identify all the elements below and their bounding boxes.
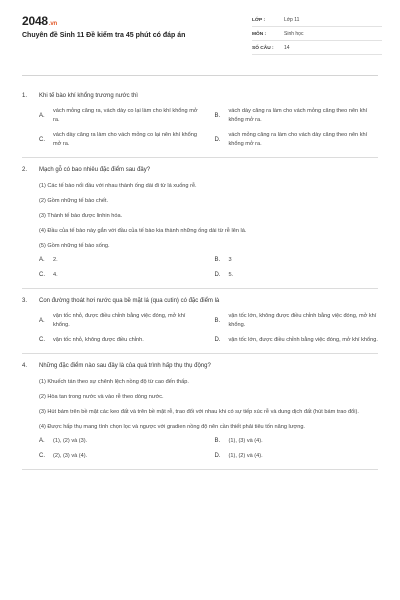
- option-letter: D.: [214, 453, 221, 459]
- question-text: Khi tế bào khí khổng trương nước thì: [39, 93, 138, 99]
- option-letter: D.: [214, 272, 221, 278]
- option-letter: C.: [39, 136, 45, 143]
- option-letter: B.: [214, 112, 221, 119]
- option-text: 3: [228, 257, 232, 263]
- question-statement: (4) Được hấp thụ mang tính chọn lọc và ngược với gradien nồng độ nên cần thiết phải tiêu tốn năng lượng.: [39, 424, 305, 430]
- option-text: vách dày căng ra làm cho vách mỏng co lại nên khí khổng mở ra.: [53, 132, 197, 147]
- answer-option[interactable]: [39, 254, 203, 267]
- meta-label: SỐ CÂU :: [252, 45, 274, 51]
- question-header: [22, 92, 378, 101]
- option-letter: B.: [214, 257, 221, 263]
- option-text: (1), (2) và (3).: [53, 438, 88, 444]
- meta-label: LỚP :: [252, 17, 266, 23]
- option-letter: C.: [39, 272, 45, 278]
- question-body: [22, 375, 378, 463]
- answer-option[interactable]: [215, 310, 379, 332]
- meta-value: Sinh học: [284, 31, 304, 37]
- meta-label: MÔN :: [252, 31, 267, 37]
- logo-text: 2048: [22, 14, 48, 28]
- logo-suffix: .vn: [48, 21, 57, 27]
- option-text: vận tốc nhỏ, không được điều chỉnh.: [53, 337, 144, 343]
- answer-option[interactable]: [215, 269, 379, 282]
- question-number: 1.: [22, 93, 28, 99]
- answer-options: [39, 105, 378, 151]
- answer-option[interactable]: [39, 435, 203, 448]
- question-statement: (2) Gồm những tế bào chết.: [39, 198, 109, 204]
- question-body: [22, 179, 378, 282]
- option-letter: A.: [39, 438, 45, 444]
- question-item: [22, 158, 378, 289]
- answer-option[interactable]: [215, 254, 379, 267]
- option-text: (1), (2) và (4).: [228, 453, 263, 459]
- answer-option[interactable]: [215, 435, 379, 448]
- question-item: [22, 354, 378, 470]
- option-text: 2.: [53, 257, 58, 263]
- option-text: 4.: [53, 272, 58, 278]
- question-number: 4.: [22, 363, 28, 369]
- meta-value: Lớp 11: [284, 17, 300, 23]
- option-text: vận tốc lớn, được điều chỉnh bằng việc đóng, mở khí khổng.: [228, 337, 378, 343]
- site-logo[interactable]: [22, 14, 57, 28]
- answer-options: [39, 310, 378, 347]
- option-letter: B.: [214, 438, 221, 444]
- option-text: 5.: [228, 272, 234, 278]
- meta-row: [252, 14, 382, 27]
- option-text: vách mỏng căng ra làm cho vách dày căng theo nên khí khổng mở ra.: [228, 132, 368, 147]
- document-header: [22, 0, 378, 76]
- option-letter: B.: [214, 317, 221, 324]
- question-text: Mạch gỗ có bao nhiêu đặc điểm sau đây?: [39, 167, 151, 173]
- answer-options: [39, 254, 378, 282]
- answer-option[interactable]: [39, 269, 203, 282]
- question-item: [22, 289, 378, 354]
- question-statement: (4) Đầu của tế bào này gắn với đầu của tế bào kia thành những ống dài từ rễ lên lá.: [39, 228, 247, 234]
- meta-table: [252, 14, 382, 56]
- question-statement: (1) Khuếch tán theo sự chênh lệch nồng độ từ cao đến thấp.: [39, 379, 189, 385]
- option-text: (2), (3) và (4).: [53, 453, 88, 459]
- answer-option[interactable]: [215, 129, 379, 151]
- option-text: vận tốc nhỏ, được điều chỉnh bằng việc đóng, mở khí khổng.: [53, 313, 186, 328]
- answer-option[interactable]: [39, 450, 203, 463]
- question-statement: (2) Hòa tan trong nước và vào rễ theo dòng nước.: [39, 394, 164, 400]
- answer-option[interactable]: [215, 334, 379, 347]
- option-text: (1), (3) và (4).: [228, 438, 263, 444]
- option-letter: D.: [214, 337, 221, 343]
- question-header: [22, 166, 378, 175]
- question-header: [22, 297, 378, 306]
- answer-option[interactable]: [39, 129, 203, 151]
- answer-options: [39, 435, 378, 463]
- option-letter: C.: [39, 337, 45, 343]
- option-text: vách mỏng căng ra, vách dày co lại làm cho khí khổng mở ra.: [53, 108, 198, 123]
- option-letter: A.: [39, 112, 45, 119]
- answer-option[interactable]: [215, 450, 379, 463]
- question-text: Con đường thoát hơi nước qua bề mặt lá (qua cutin) có đặc điểm là: [39, 298, 220, 304]
- meta-value: 14: [284, 45, 290, 51]
- answer-option[interactable]: [39, 334, 203, 347]
- meta-row: [252, 42, 382, 55]
- question-list: [22, 76, 378, 470]
- option-text: vận tốc lớn, không được điều chỉnh bằng việc đóng, mở khí khổng.: [228, 313, 377, 328]
- answer-option[interactable]: [39, 105, 203, 127]
- question-body: [22, 310, 378, 347]
- option-text: vách dày căng ra làm cho vách mỏng căng theo nên khí khổng mở ra.: [228, 108, 368, 123]
- option-letter: A.: [39, 317, 45, 324]
- document-title: Chuyên đề Sinh 11 Đề kiểm tra 45 phút có đáp án: [22, 32, 186, 39]
- option-letter: C.: [39, 453, 45, 459]
- question-body: [22, 105, 378, 151]
- question-statement: (5) Gồm những tế bào sống.: [39, 243, 110, 249]
- option-letter: A.: [39, 257, 45, 263]
- question-number: 2.: [22, 167, 28, 173]
- question-header: [22, 362, 378, 371]
- question-item: [22, 84, 378, 158]
- meta-row: [252, 28, 382, 41]
- question-statement: (3) Thành tế bào được linhin hóa.: [39, 213, 123, 219]
- option-letter: D.: [214, 136, 221, 143]
- question-statement: (1) Các tế bào nối đầu với nhau thành ống dài đi từ lá xuống rễ.: [39, 183, 197, 189]
- answer-option[interactable]: [215, 105, 379, 127]
- question-number: 3.: [22, 298, 28, 304]
- question-statement: (3) Hút bám trên bề mặt các keo đất và trên bề mặt rễ, trao đổi với nhau khi có sự tiếp xúc rễ và dung dịch đất (hút bám trao đổi).: [39, 409, 359, 415]
- answer-option[interactable]: [39, 310, 203, 332]
- question-text: Những đặc điểm nào sau đây là của quá trình hấp thụ thụ động?: [39, 363, 211, 369]
